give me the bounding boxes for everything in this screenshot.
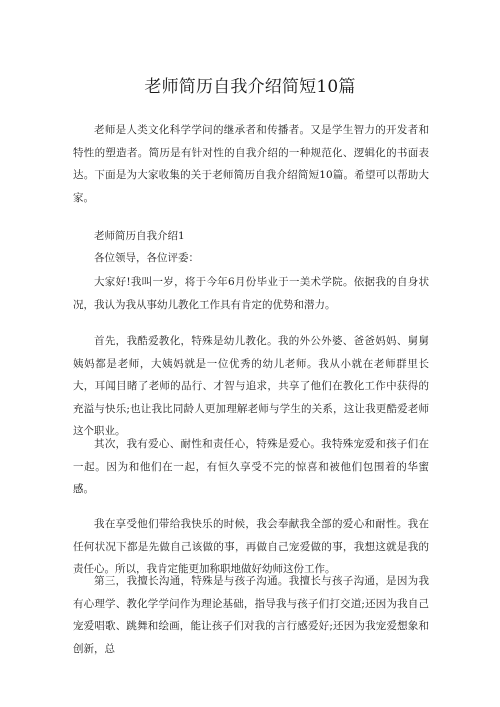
- body-paragraph: 其次，我有爱心、耐性和责任心，特殊是爱心。我特殊宠爱和孩子们在一起。因为和他们在一起，有恒久享受不完的惊喜和被他们包围着的华蜜感。: [73, 438, 429, 495]
- body-paragraph: 首先，我酷爱教化，特殊是幼儿教化。我的外公外婆、爸爸妈妈、舅舅姨妈都是老师，大姨妈就是一位优秀的幼儿老师。我从小就在老师群里长大，耳闻目睹了老师的品行、才智与追求，共享了他们在教化工作中获得的充溢与快乐;也让我比同龄人更加理解老师与学生的关系，这让我更酷爱老师这个职业。: [73, 335, 429, 437]
- body-paragraph: 大家好!我叫一岁，将于今年6月份毕业于一美术学院。依据我的自身状况，我认为我从事幼儿教化工作具有肯定的优势和潜力。: [73, 276, 429, 311]
- document-title: 老师简历自我介绍简短10篇: [144, 77, 356, 97]
- greeting-line: 各位领导，各位评委：: [94, 252, 199, 264]
- intro-paragraph: 老师是人类文化科学学问的继承者和传播者。又是学生智力的开发者和特性的塑造者。简历是有针对性的自我介绍的一种规范化、逻辑化的书面表达。下面是为大家收集的关于老师简历自我介绍简短10篇。希望可以帮助大家。: [73, 124, 429, 204]
- body-paragraph: 我在享受他们带给我快乐的时候，我会奉献我全部的爱心和耐性。我在任何状况下都是先做自己该做的事，再做自己宠爱做的事，我想这就是我的责任心。所以，我肯定能更加称职地做好幼师这份工作。: [73, 518, 429, 575]
- body-paragraph: 第三，我擅长沟通，特殊是与孩子沟通。我擅长与孩子沟通，是因为我有心理学、教化学学问作为理论基础，指导我与孩子们打交道;还因为我自己宠爱唱歌、跳舞和绘画，能让孩子们对我的言行感爱好;还因为我宠爱想象和创新，总: [73, 575, 429, 655]
- section-title: 老师简历自我介绍1: [94, 230, 185, 242]
